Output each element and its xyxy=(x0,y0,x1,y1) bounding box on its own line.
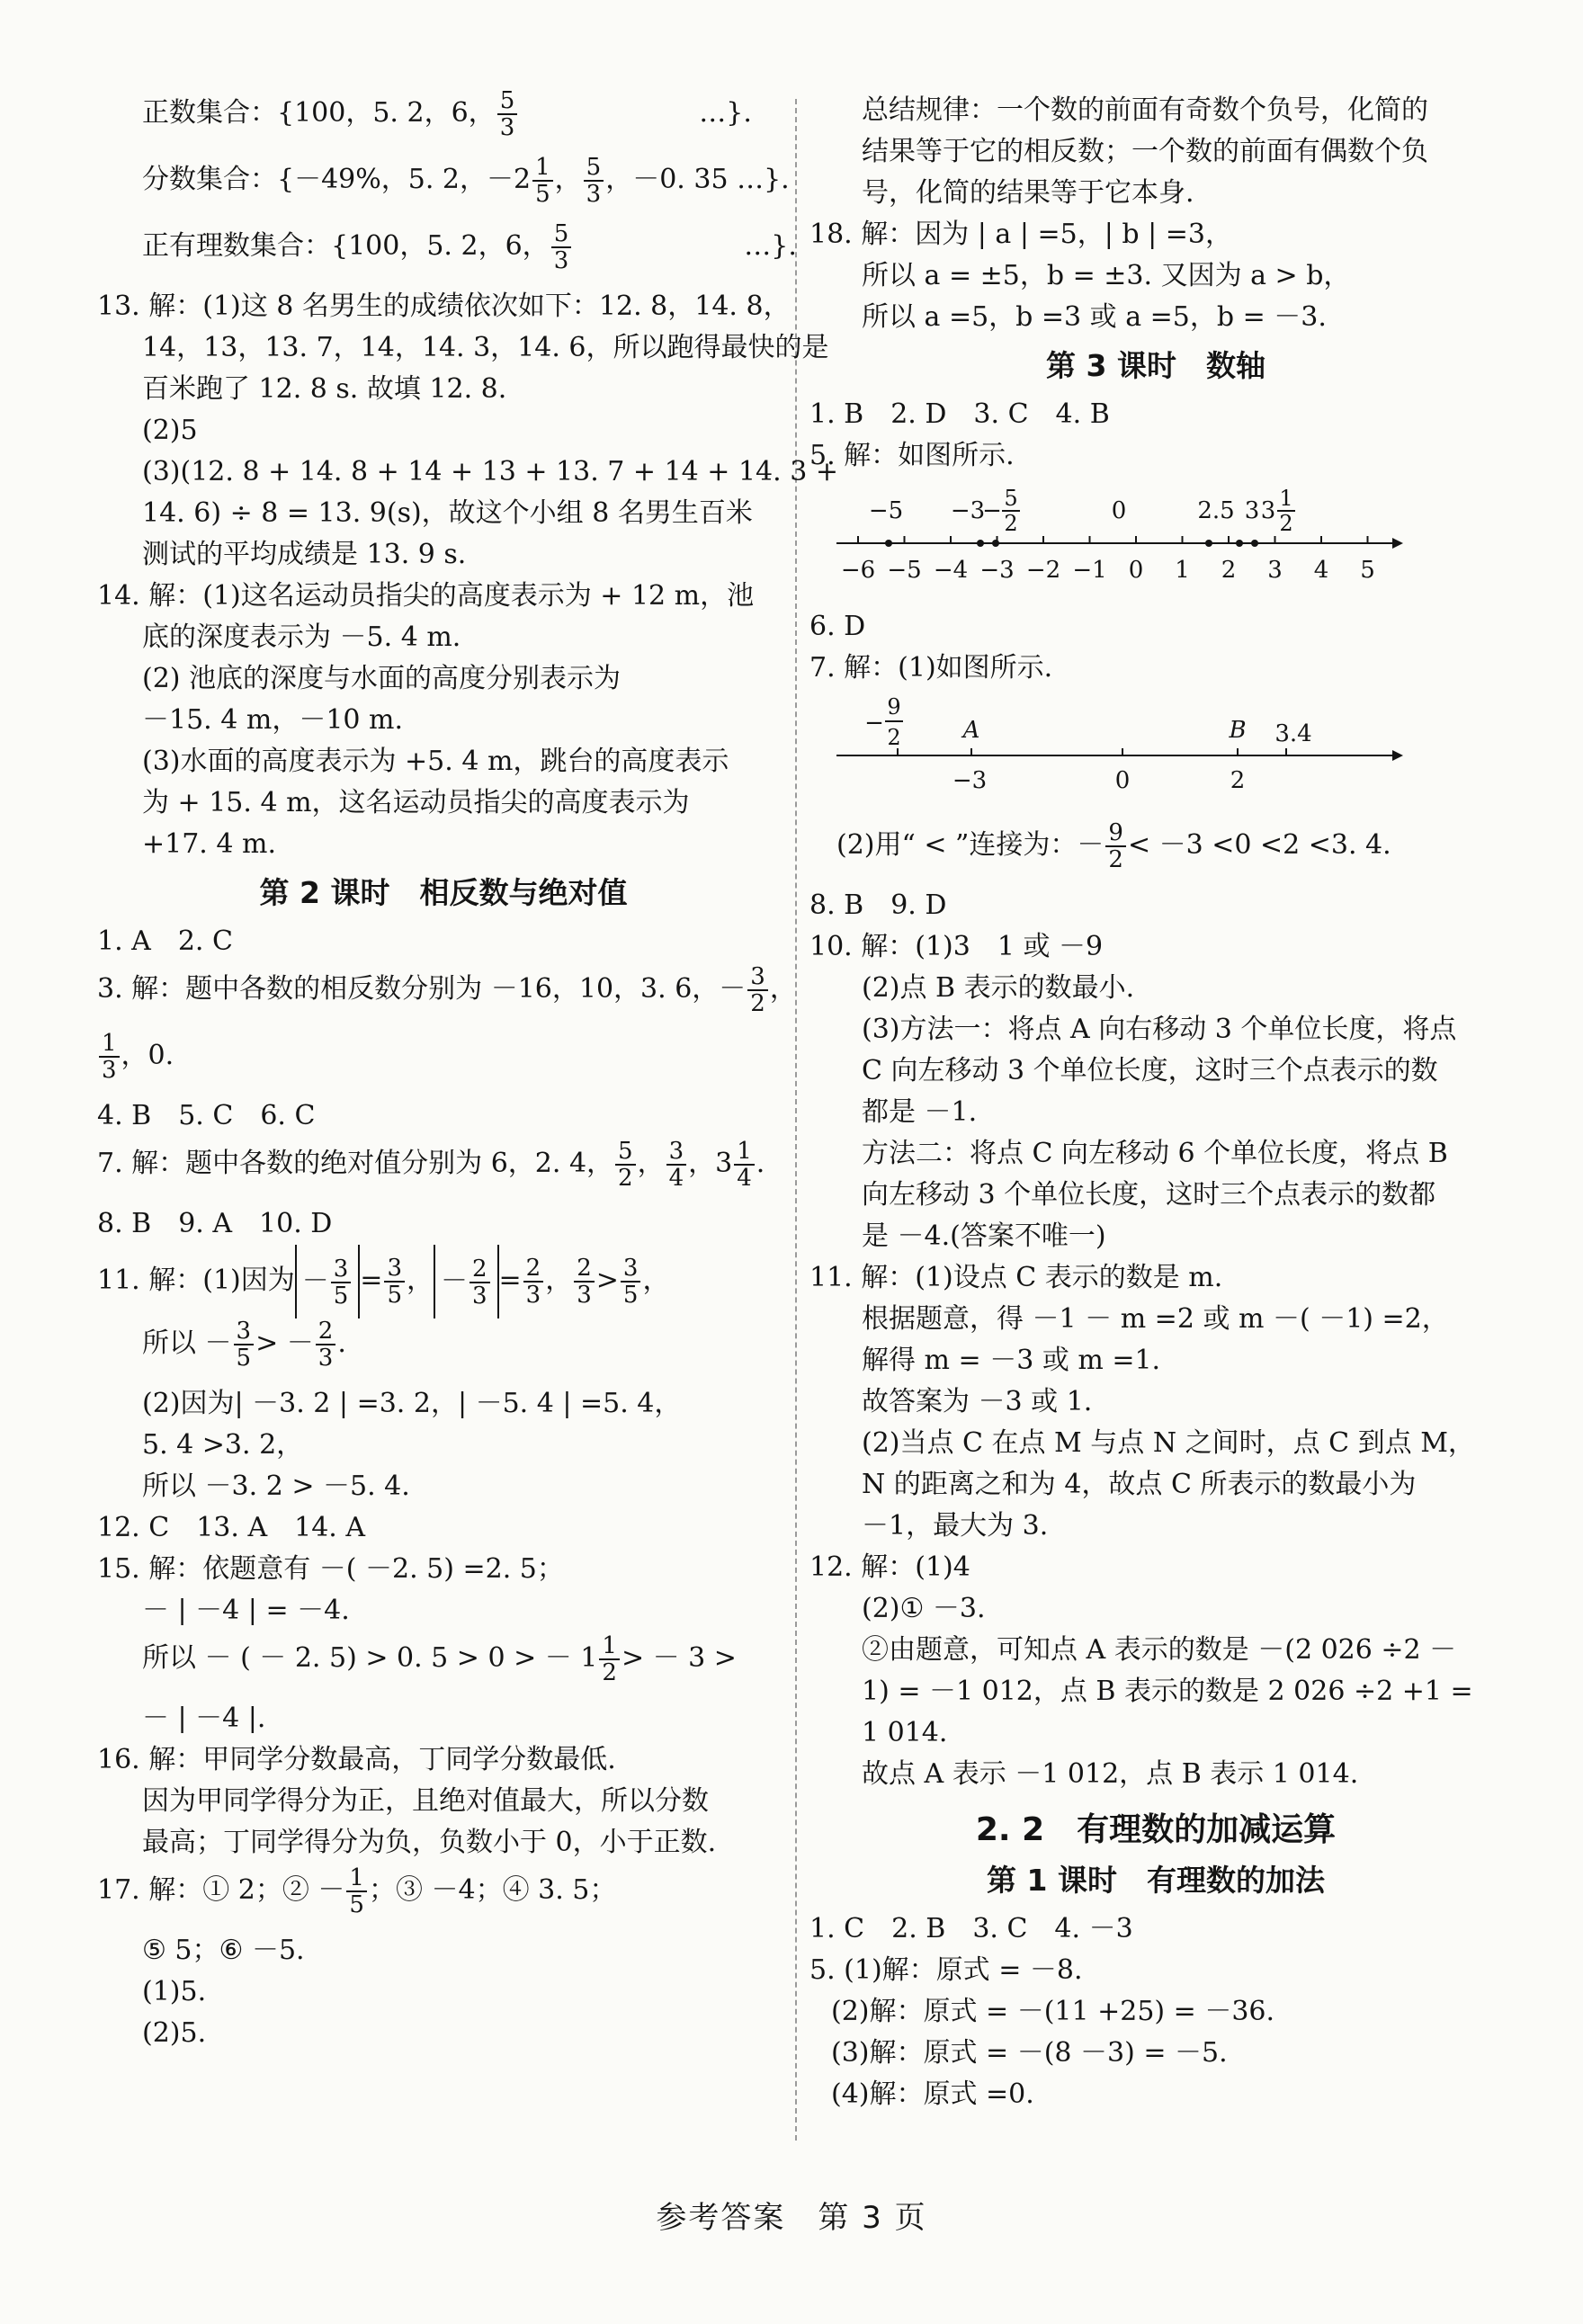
point-label-2-5: 2.5 xyxy=(1197,497,1235,524)
fraction: $\frac{9}{2}$ xyxy=(1105,820,1126,872)
lesson-2-heading: 第 2 课时 相反数与绝对值 xyxy=(259,875,628,910)
tick-label: 1 xyxy=(1175,557,1190,584)
fraction: $\frac{5}{3}$ xyxy=(551,221,572,273)
tick-label-zero: 0 xyxy=(1114,767,1131,794)
answers-1-4-b: 1. C 2. B 3. C 4. －3 xyxy=(809,1913,1133,1944)
answer-7: 7. 解：(1)如图所示. xyxy=(809,652,1053,684)
fraction: $\frac{1}{5}$ xyxy=(346,1865,367,1917)
section-2-2-heading: 2. 2 有理数的加减运算 xyxy=(975,1811,1337,1848)
tick-label-2: 2 xyxy=(1230,767,1246,794)
point-neg2-5 xyxy=(992,540,999,547)
answers-8-10: 8. B 9. A 10. D xyxy=(97,1208,333,1239)
point-label-neg5-2-den: 2 xyxy=(1004,511,1018,536)
tick-label: −5 xyxy=(887,557,922,584)
answer-16: 16. 解：甲同学分数最高，丁同学分数最低. 因为甲同学得分为正，且绝对值最大，所以分数 最高；丁同学得分为负，负数小于 0，小于正数. xyxy=(97,1744,717,1858)
tick-label: −3 xyxy=(979,557,1015,584)
fraction: $\frac{5}{2}$ xyxy=(615,1139,636,1191)
answer-11: 11. 解：(1)因为 － $\frac{3}{5}$ = $\frac{3}{5}$ ， － $\frac{2}{3}$ = $\frac{2}{3}$ ， $\frac{2}{3}$ > $\frac{3}{5}$ ， xyxy=(97,1245,790,1317)
right-column xyxy=(809,90,1502,2115)
answer-6: 6. D xyxy=(809,611,866,642)
point-label-3-1-2-den: 2 xyxy=(1279,511,1293,536)
tick-label: 3 xyxy=(1267,557,1283,584)
fraction: $\frac{1}{2}$ xyxy=(599,1633,620,1685)
answers-8-9: 8. B 9. D xyxy=(809,889,947,921)
tick-label: −2 xyxy=(1025,557,1061,584)
point-neg5 xyxy=(885,540,892,547)
point-3 xyxy=(1236,540,1243,547)
point-label-3-1-2-num: 1 xyxy=(1279,486,1293,511)
fraction: $\frac{1}{3}$ xyxy=(99,1031,120,1083)
point-label-3-1-2-whole: 3 xyxy=(1260,497,1276,524)
tick-label: −6 xyxy=(840,557,876,584)
fraction-set-line: 分数集合：{－49%，5. 2，－2 $\frac{1}{5}$ ， $\frac{5}{3}$ ，－0. 35 …}. xyxy=(142,154,790,208)
answer-10: 10. 解：(1)3 1 或 －9 (2)点 B 表示的数最小. (3)方法一：将点 A 向右移动 3 个单位长度，将点 C 向左移动 3 个单位长度，这时三个点表示的数 都是 －1. 方法二：将点 C 向左移动 6 个单位长度，将点 B 向左移动 3 个单位长度，这时三个点表示的数都 是 －4.(答案不唯一) xyxy=(809,931,1457,1252)
point-label-neg9-2-den: 2 xyxy=(887,725,901,750)
answer-5: 5. 解：如图所示. xyxy=(809,440,1015,471)
column-divider xyxy=(795,99,797,2141)
fraction: $\frac{3}{5}$ xyxy=(234,1318,255,1371)
tick-label: 5 xyxy=(1360,557,1375,584)
answer-11: 11. 解：(1)设点 C 表示的数是 m. 根据题意，得 －1 － m =2 或 m －( －1) =2， 解得 m = －3 或 m =1. 故答案为 －3 或 1. (2)当点 C 在点 M 与点 N 之间时，点 C 到点 M， N 的距离之和为 4，故点 C 所表示的数最小为 －1，最大为 3. xyxy=(809,1262,1475,1542)
fraction: $\frac{3}{2}$ xyxy=(747,964,768,1016)
point-label-neg5: −5 xyxy=(868,497,904,524)
page-footer: 参考答案 第 3 页 xyxy=(656,2200,927,2236)
fraction: $\frac{1}{4}$ xyxy=(734,1139,755,1191)
answer-7-part-2: (2)用“ < ”连接为：－ $\frac{9}{2}$ < －3 <0 <2 <3. 4. xyxy=(836,819,1391,873)
lesson-1-heading: 第 1 课时 有理数的加法 xyxy=(987,1863,1325,1898)
fraction: $\frac{1}{5}$ xyxy=(532,155,553,207)
axis-arrow xyxy=(1392,538,1403,549)
fraction: $\frac{2}{3}$ xyxy=(523,1256,544,1308)
answer-7: 7. 解：题中各数的绝对值分别为 6，2. 4， $\frac{5}{2}$ ， $\frac{3}{4}$ ，3 $\frac{1}{4}$ . xyxy=(97,1138,765,1192)
answer-5-b: 5. (1)解：原式 = －8. (2)解：原式 = －(11 +25) = －36. (3)解：原式 = －(8 －3) = －5. (4)解：原式 =0. xyxy=(809,1954,1275,2110)
tick-label: −1 xyxy=(1072,557,1107,584)
answer-3-cont: $\frac{1}{3}$ ，0. xyxy=(97,1029,790,1095)
point-label-neg3: −3 xyxy=(950,497,986,524)
summary-rule: 总结规律：一个数的前面有奇数个负号，化简的 结果等于它的相反数；一个数的前面有偶数个负 号，化简的结果等于它本身. xyxy=(862,94,1428,209)
tick-label: 4 xyxy=(1313,557,1329,584)
fraction: $\frac{3}{5}$ xyxy=(621,1256,641,1308)
fraction: $\frac{5}{3}$ xyxy=(584,155,604,207)
tick-label: −4 xyxy=(933,557,969,584)
fraction: $\frac{2}{3}$ xyxy=(574,1256,595,1308)
tick-label-neg3: −3 xyxy=(952,767,988,794)
answer-12: 12. 解：(1)4 (2)① －3. ②由题意，可知点 A 表示的数是 －(2 026 ÷2 － 1) = －1 012，点 B 表示的数是 2 026 ÷2 +1 = 1 014. 故点 A 表示 －1 012，点 B 表示 1 014. xyxy=(809,1551,1473,1790)
point-label-B: B xyxy=(1229,717,1247,744)
answers-1-2: 1. A 2. C xyxy=(97,925,233,957)
point-label-neg5-2-num: 5 xyxy=(1004,486,1018,511)
positive-set-line: 正数集合：{100，5. 2，6， $\frac{5}{3}$ …}. xyxy=(142,87,752,141)
answer-15: 15. 解：依题意有 －( －2. 5) =2. 5； － | －4 | = －4. 所以 － ( － 2. 5) > 0. 5 > 0 > － 1 $\frac{1}{2}$ > － 3 > － | －4 |. xyxy=(97,1553,737,1734)
left-column: 正数集合：{100，5. 2，6， $\frac{5}{3}$ …}. 分数集合：{－49%，5. 2，－2 $\frac{1}{5}$ ， $\frac{5}{3}$ ，－0. 35 …}. 正有理数集合：{100，5. 2，6， $\frac{5}{3}$ …}. 13. 解：(1)这 8 名男生的成绩依次如下：12. 8，14. 8， 14，13，13. 7，14，14. 3，14. 6，所以跑得最快的是 百米跑了 12. 8 s. 故填 12. 8. (2)5 (3)(12. 8 + 14. 8 + 14 + 13 + 13. 7 + 14 + 14. 3 + 14. 6) ÷ 8 = 13. 9(s)，故这个小组 8 名男生百米 测试的平均成绩是 13. 9 s. 14. 解：(1)这名运动员指尖的高度表示为 + 12 m，池 底的深度表示为 －5. 4 m. (2) 池底的深度与水面的高度分别表示为 －15. 4 m，－10 m. (3)水面的高度表示为 +5. 4 m，跳台的高度表示 为 + 15. 4 m，这名运动员指尖的高度表示为 +17. 4 m. 第 2 课时 相反数与绝对值 1. A 2. C 3. 解：题中各数的相反数分别为 －16，10，3. 6，－ $\frac{3}{2}$ ， $\frac{1}{3}$ ，0. 4. B 5. C 6. C 7. 解：题中各数的绝对值分别为 6，2. 4， $\frac{5}{2}$ ， $\frac{3}{4}$ ，3 $\frac{1}{4}$ . 8. B 9. A 10. D 11. 解：(1)因为 － $\frac{3}{5}$ = $\frac{3}{5}$ ， － $\frac{2}{3}$ = $\frac{2}{3}$ ， $\frac{2}{3}$ > $\frac{3}{5}$ ， 所以 － $\frac{3}{5}$ > － $\frac{2}{3}$ . (2)因为| －3. 2 | =3. 2，| －5. 4 | =5. 4， 5. 4 >3. 2， 所以 －3. 2 > －5. 4. 12. C 13. A 14. A 15. 解：依题意有 －( －2. 5) =2. 5； － | －4 | = －4. 所以 － ( － 2. 5) > 0. 5 > 0 > － 1 $\frac{1}{2}$ > － 3 > － | －4 |. 16. 解：甲同学分数最高，丁同学分数最低. 因为甲同学得分为正，且绝对值最大，所以分数 最高；丁同学得分为负，负数小于 0，小于正数. 17. 解：① 2；② － $\frac{1}{5}$ ；③ －4；④ 3. 5； ⑤ 5；⑥ －5. (1)5. (2)5. xyxy=(97,86,790,2054)
number-line-1 xyxy=(827,482,1403,599)
tick-label: 0 xyxy=(1128,557,1144,584)
point-label-neg5-2-sign: − xyxy=(982,497,1002,524)
point-label-zero: 0 xyxy=(1111,497,1127,524)
answer-3: 3. 解：题中各数的相反数分别为 －16，10，3. 6，－ $\frac{3}{2}$ ， xyxy=(97,963,797,1017)
answers-1-4: 1. B 2. D 3. C 4. B xyxy=(809,398,1110,430)
point-label-3: 3 xyxy=(1244,497,1260,524)
point-label-A: A xyxy=(962,717,980,744)
answers-4-6: 4. B 5. C 6. C xyxy=(97,1100,316,1131)
point-neg3 xyxy=(977,540,984,547)
answers-12-14: 12. C 13. A 14. A xyxy=(97,1512,366,1543)
number-line-2 xyxy=(827,694,1403,811)
fraction: $\frac{5}{3}$ xyxy=(497,88,518,140)
fraction: $\frac{2}{3}$ xyxy=(316,1318,336,1371)
point-3-5 xyxy=(1251,540,1258,547)
answer-17: 17. 解：① 2；② － $\frac{1}{5}$ ；③ －4；④ 3. 5； ⑤ 5；⑥ －5. (1)5. (2)5. xyxy=(97,1864,617,2049)
answer-18: 18. 解：因为 | a | =5，| b | =3， 所以 a = ±5，b = ±3. 又因为 a > b， 所以 a =5，b =3 或 a =5，b = －3. xyxy=(809,219,1351,333)
fraction: $\frac{3}{5}$ xyxy=(384,1256,405,1308)
positive-rational-set-line: 正有理数集合：{100，5. 2，6， $\frac{5}{3}$ …}. xyxy=(142,220,797,274)
lesson-3-heading: 第 3 课时 数轴 xyxy=(1046,348,1266,383)
absolute-value: － $\frac{2}{3}$ xyxy=(434,1245,499,1318)
point-2-5 xyxy=(1205,540,1212,547)
point-label-neg9-2-sign: − xyxy=(864,710,884,737)
absolute-value: － $\frac{3}{5}$ xyxy=(295,1245,361,1318)
point-label-3-4: 3.4 xyxy=(1274,720,1312,747)
fraction: $\frac{3}{4}$ xyxy=(666,1139,687,1191)
answer-11-so: 所以 － $\frac{3}{5}$ > － $\frac{2}{3}$ . xyxy=(142,1318,346,1372)
answer-14: 14. 解：(1)这名运动员指尖的高度表示为 + 12 m，池 底的深度表示为 －5. 4 m. (2) 池底的深度与水面的高度分别表示为 －15. 4 m，－10 m. (3)水面的高度表示为 +5. 4 m，跳台的高度表示 为 + 15. 4 m，这名运动员指尖的高度表示为 +17. 4 m. xyxy=(97,580,755,860)
point-label-neg9-2-num: 9 xyxy=(887,694,901,720)
tick-label: 2 xyxy=(1221,557,1237,584)
answer-13: 13. 解：(1)这 8 名男生的成绩依次如下：12. 8，14. 8， 14，13，13. 7，14，14. 3，14. 6，所以跑得最快的是 百米跑了 12. 8 s. 故填 12. 8. (2)5 (3)(12. 8 + 14. 8 + 14 + 13 + 13. 7 + 14 + 14. 3 + 14. 6) ÷ 8 = 13. 9(s)，故这个小组 8 名男生百米 测试的平均成绩是 13. 9 s. xyxy=(97,290,838,570)
axis-arrow xyxy=(1392,750,1403,761)
